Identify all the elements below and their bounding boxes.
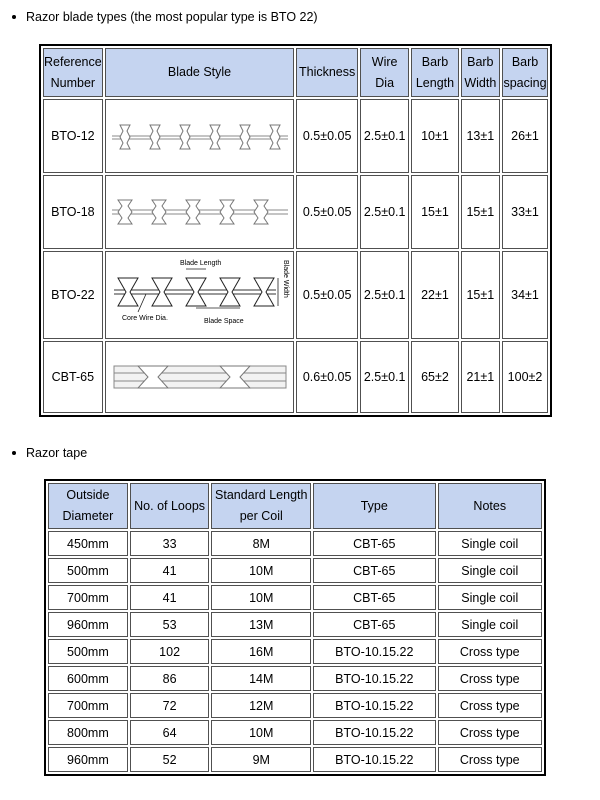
cell-type: BTO-10.15.22 (313, 639, 435, 664)
cell-type: CBT-65 (313, 531, 435, 556)
cell-type: CBT-65 (313, 585, 435, 610)
cell-notes: Cross type (438, 693, 543, 718)
cell-length: 10±1 (411, 99, 458, 173)
cell-spacing: 33±1 (502, 175, 548, 249)
header-reference-number: Reference Number (43, 48, 103, 97)
header-outside-diameter: Outside Diameter (48, 483, 128, 529)
cell-coil-length: 10M (211, 720, 311, 745)
cell-length: 15±1 (411, 175, 458, 249)
cell-diameter: 960mm (48, 612, 128, 637)
bullet-icon (12, 451, 16, 455)
cell-notes: Cross type (438, 639, 543, 664)
cbt65-blade-icon (110, 357, 290, 397)
cell-coil-length: 9M (211, 747, 311, 772)
table-row (48, 666, 542, 691)
cell-wire: 2.5±0.1 (360, 175, 409, 249)
header-barb-width: Barb Width (461, 48, 500, 97)
table-row (43, 251, 548, 339)
blade-style-bto12 (105, 99, 295, 173)
section2-bullet-text: Razor tape (26, 446, 88, 460)
cell-loops: 41 (130, 558, 210, 583)
razor-tape-table (44, 479, 546, 776)
cell-loops: 41 (130, 585, 210, 610)
cell-type: CBT-65 (313, 612, 435, 637)
cell-notes: Cross type (438, 720, 543, 745)
table-row (48, 585, 542, 610)
section1-bullet-text: Razor blade types (the most popular type is BTO 22) (26, 10, 318, 24)
cell-coil-length: 14M (211, 666, 311, 691)
cell-coil-length: 13M (211, 612, 311, 637)
cell-notes: Cross type (438, 666, 543, 691)
header-wire-dia: Wire Dia (360, 48, 409, 97)
section1-bullet (12, 10, 318, 24)
cell-notes: Cross type (438, 747, 543, 772)
cell-length: 65±2 (411, 341, 458, 413)
cell-type: CBT-65 (313, 558, 435, 583)
cell-width: 21±1 (461, 341, 500, 413)
cell-type: BTO-10.15.22 (313, 693, 435, 718)
blade-style-bto22 (105, 251, 295, 339)
cell-notes: Single coil (438, 585, 543, 610)
cell-loops: 64 (130, 720, 210, 745)
bto18-blade-icon (110, 192, 290, 232)
header-barb-spacing: Barb spacing (502, 48, 548, 97)
header-blade-style: Blade Style (105, 48, 295, 97)
table-row (48, 639, 542, 664)
cell-ref: CBT-65 (43, 341, 103, 413)
cell-loops: 86 (130, 666, 210, 691)
table-row (48, 558, 542, 583)
cell-ref: BTO-18 (43, 175, 103, 249)
cell-thickness: 0.5±0.05 (296, 175, 358, 249)
cell-diameter: 800mm (48, 720, 128, 745)
razor-tape-rows (48, 531, 542, 772)
table-row (48, 747, 542, 772)
cell-coil-length: 10M (211, 558, 311, 583)
bto12-blade-icon (110, 116, 290, 156)
cell-type: BTO-10.15.22 (313, 747, 435, 772)
cell-width: 15±1 (461, 175, 500, 249)
cell-loops: 53 (130, 612, 210, 637)
header-notes: Notes (438, 483, 543, 529)
cell-diameter: 600mm (48, 666, 128, 691)
cell-width: 15±1 (461, 251, 500, 339)
blade-style-cbt65 (105, 341, 295, 413)
cell-coil-length: 8M (211, 531, 311, 556)
header-standard-length: Standard Length per Coil (211, 483, 311, 529)
cell-coil-length: 16M (211, 639, 311, 664)
blade-style-bto18 (105, 175, 295, 249)
cell-wire: 2.5±0.1 (360, 341, 409, 413)
cell-width: 13±1 (461, 99, 500, 173)
cell-diameter: 700mm (48, 693, 128, 718)
cell-ref: BTO-12 (43, 99, 103, 173)
cell-diameter: 960mm (48, 747, 128, 772)
cell-thickness: 0.5±0.05 (296, 251, 358, 339)
table-row (48, 693, 542, 718)
cell-type: BTO-10.15.22 (313, 666, 435, 691)
cell-wire: 2.5±0.1 (360, 99, 409, 173)
bullet-icon (12, 15, 16, 19)
diagram-label-core-wire: Core Wire Dia. (121, 315, 168, 322)
diagram-label-blade-width: Blade Width (281, 260, 289, 298)
blade-types-table (39, 44, 552, 417)
cell-spacing: 100±2 (502, 341, 548, 413)
cell-coil-length: 12M (211, 693, 311, 718)
cell-wire: 2.5±0.1 (360, 251, 409, 339)
cell-loops: 52 (130, 747, 210, 772)
header-no-of-loops: No. of Loops (130, 483, 210, 529)
table-row (48, 531, 542, 556)
table-row (43, 99, 548, 173)
cell-loops: 33 (130, 531, 210, 556)
table-row (43, 341, 548, 413)
cell-diameter: 450mm (48, 531, 128, 556)
cell-loops: 102 (130, 639, 210, 664)
cell-thickness: 0.6±0.05 (296, 341, 358, 413)
cell-type: BTO-10.15.22 (313, 720, 435, 745)
diagram-label-blade-length: Blade Length (179, 260, 221, 267)
section2-bullet (12, 446, 87, 460)
cell-spacing: 26±1 (502, 99, 548, 173)
table-row (48, 612, 542, 637)
cell-diameter: 500mm (48, 639, 128, 664)
cell-spacing: 34±1 (502, 251, 548, 339)
cell-thickness: 0.5±0.05 (296, 99, 358, 173)
table-header-row (43, 48, 548, 97)
header-thickness: Thickness (296, 48, 358, 97)
cell-length: 22±1 (411, 251, 458, 339)
cell-ref: BTO-22 (43, 251, 103, 339)
cell-diameter: 500mm (48, 558, 128, 583)
bto22-diagram-icon (108, 256, 292, 334)
table-row (48, 720, 542, 745)
cell-notes: Single coil (438, 612, 543, 637)
cell-notes: Single coil (438, 558, 543, 583)
cell-notes: Single coil (438, 531, 543, 556)
header-type: Type (313, 483, 435, 529)
cell-diameter: 700mm (48, 585, 128, 610)
table-header-row (48, 483, 542, 529)
cell-coil-length: 10M (211, 585, 311, 610)
diagram-label-blade-space: Blade Space (203, 318, 244, 325)
header-barb-length: Barb Length (411, 48, 458, 97)
table-row (43, 175, 548, 249)
cell-loops: 72 (130, 693, 210, 718)
